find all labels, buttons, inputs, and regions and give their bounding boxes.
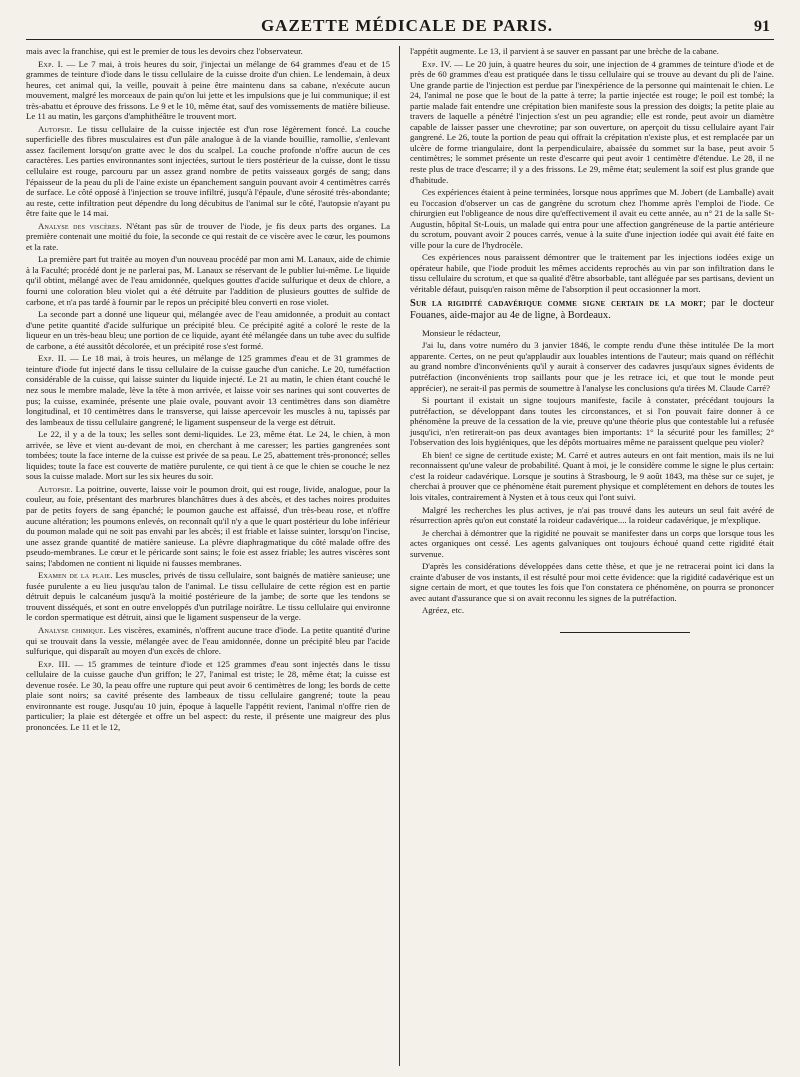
paragraph — [410, 561, 774, 603]
paragraph-text: mais avec la franchise, qui est le premier de tous les devoirs chez l'observateur. — [26, 46, 303, 56]
paragraph-lead: Exp. III. — [38, 658, 71, 669]
paragraph — [26, 46, 390, 57]
paragraph — [410, 605, 774, 616]
paragraph — [26, 659, 390, 733]
paragraph-text: Monsieur le rédacteur, — [421, 327, 501, 338]
paragraph-text: Les viscères, examinés, n'offrent aucune trace d'iode. La petite quantité d'urine qui se trouvait dans la vessie, mélangée avec de l'eau amidonnée, donne un précipité bleu par l'acide sulfurique, qui disparaît au moyen d'un excès de chlore. — [26, 624, 390, 657]
paragraph-text: Je cherchai à démontrer que la rigidité ne pouvait se manifester dans un corps que lorsque tous les actes organiques ont cessé. Les agents galvaniques ont toujours échoué quand cette rigidité était survenue. — [409, 527, 774, 559]
paragraph — [26, 221, 390, 253]
article-title — [410, 298, 774, 323]
paragraph-text: Agréez, etc. — [421, 605, 465, 616]
paragraph-lead: Analyse chimique. — [38, 624, 106, 635]
paragraph-text: La seconde part a donné une liqueur qui, mélangée avec de l'eau amidonnée, a produit au contact d'une petite quantité d'acide sulfurique un précipité bleu. Ce précipité agité a coloré le reste de la liqueur en un très-beau bleu; une portion de ce liquide, ayant été mélangée dans un tube avec du sulfide de carbone, a été aussitôt décolorée, et un précipité rose s'est formé. — [26, 309, 390, 351]
left-column — [26, 46, 399, 1066]
closing-rule — [560, 632, 690, 633]
journal-title: GAZETTE MÉDICALE DE PARIS. — [260, 16, 554, 35]
paragraph-text: N'étant pas sûr de trouver de l'iode, je fis deux parts des organes. La première contenait une moitié du foie, la seconde ce qui restait de ce viscère avec le cœur, les poumons et la rate. — [26, 220, 390, 252]
page-number: 91 — [753, 18, 770, 35]
paragraph-text: l'appétit augmente. Le 13, il parvient à se sauver en passant par une brèche de la cabane. — [409, 46, 719, 56]
page-header — [26, 14, 774, 40]
paragraph — [410, 328, 774, 339]
right-column — [400, 46, 774, 1066]
paragraph — [26, 254, 390, 307]
paragraph — [26, 429, 390, 482]
paragraph-text: D'après les considérations développées dans cette thèse, et que je ne retracerai point ici dans la crainte d'abuser de vos instants, il est résulté pour moi cette évidence: que la rigidité cadavérique est un signe certain de mort, et que toutes les fois que l'on constatera ce phénomène, on pourra se prononcer avec autant d'assurance que si on avait reconnu les signes de la putréfaction. — [409, 561, 774, 603]
paragraph — [26, 484, 390, 568]
paragraph — [410, 252, 774, 294]
paragraph-text: La première part fut traitée au moyen d'un nouveau procédé par mon ami M. Lanaux, aide de chimie à la Faculté; procédé dont je ne parlerai pas, M. Lanaux se réservant de le publier lui-même. Le liquide qu'il obtint, mélangé avec de l'eau amidonnée, quelques gouttes d'acide sulfurique et deux de chlore, a fourni une coloration bleu violet qui a été détruite par l'addition de plusieurs gouttes de sulfide de carbone, et n'a pas tardé à fournir par le repos un précipité bleu converti en rose violet. — [26, 254, 390, 307]
paragraph-lead: Exp. IV. — [421, 58, 452, 69]
paragraph — [26, 124, 390, 219]
paragraph — [410, 395, 774, 448]
paragraph-text: Les muscles, privés de tissu cellulaire, sont baignés de matière sanieuse; une fusée purulente a eu lieu jusqu'au talon de l'animal. Le tissu cellulaire de cette région est en partie détruit depuis le calcanéum jusqu'à la moitié postérieure de la jambe; de sorte que les tendons se trouvent disséqués, et sont en outre enveloppés d'un putrilage noirâtre. Le tissu cellulaire qui environne le cordon spermatique est détruit, ainsi que le ligament suspenseur de la verge. — [26, 570, 390, 623]
paragraph-text: J'ai lu, dans votre numéro du 3 janvier 1846, le compte rendu d'une thèse intitulée De la mort apparente. Certes, on ne peut qu'applaudir aux louables intentions de l'auteur; mais quand on réfléchit au grand nombre d'inconvénients qu'il y aurait à conserver des cadavres jusqu'aux signes évidents de putréfaction (inconvénients trop saillants pour que je les retrace ici, et que tout le monde peut apprécier), ne serait-il pas permis de soumettre à l'analyse les conclusions qu'a tirées M. Claude Carré? — [409, 340, 774, 393]
paragraph — [410, 46, 774, 57]
paragraph — [410, 340, 774, 393]
article-title-main: Sur la rigidité cadavérique comme signe certain de la mort — [409, 297, 704, 309]
paragraph-text: Malgré les recherches les plus actives, je n'ai pas trouvé dans les auteurs un seul fait avéré de résurrection après qu'on eut constaté la roideur cadavérique.... la roideur cadavérique, je m'explique. — [409, 504, 774, 526]
paragraph-lead: Exp. II. — [38, 353, 67, 364]
paragraph — [410, 528, 774, 560]
paragraph-text: — Le 20 juin, à quatre heures du soir, une injection de 4 grammes de teinture d'iode et de près de 60 grammes d'eau est pratiquée dans le tissu cellulaire qui se trouve au devant du pli de l'aine. Une grande partie de l'injection est perdue par l'inexpérience de la personne qui maintenait le chien. Le 24, l'animal ne pose que le bout de la patte à terre; la partie injectée est rouge; le poil est tombé; la partie malade fait entendre une crépitation bien manifeste sous la pression des doigts; la petite plaie au travers de laquelle a pénétré l'injection s'est un peu agrandie; elle est ronde, peut avoir un diamètre capable de laisser passer une chevrotine; par son ouverture, on aperçoit du tissu cellulaire ayant l'air gangrené. Le 26, toute la portion de peau qui offrait la crépitation n'existe plus, et est remplacée par un ulcère de forme triangulaire, dont la perpendiculaire, abaissée du sommet sur la base, peut avoir 5 centimètres; le sommet présente un reste d'escarre qui peut avoir 1 centimètre d'étendue. Le 28, il ne reste plus de trace d'escarre; il y a des frissons. Le 29, même état; seulement la soif est plus grande que d'habitude. — [409, 58, 774, 185]
paragraph-text: La poitrine, ouverte, laisse voir le poumon droit, qui est rouge, livide, analogue, pour la couleur, au foie, présentant des marbrures blanchâtres dues à des abcès, et des taches noires produites par de petits foyers de sang épanché; le poumon gauche est affaissé, d'un très-beau rose, et n'offre aucune altération; les poumons enlevés, on reconnaît qu'il n'y a que le quart postérieur du lobe inférieur du poumon malade qui ne soit pas envahi par les abcès; il est friable et laisse suinter, lorsqu'on l'incise, une assez grande quantité de matière sanieuse. La plèvre diaphragmatique du côté malade offre des pseudo-membranes. Le cœur et le péricarde sont sains; le foie est assez friable; les autres viscères sont sains; l'abdomen ne contient ni liquide ni fausses membranes. — [26, 483, 390, 568]
paragraph-text: — 15 grammes de teinture d'iode et 125 grammes d'eau sont injectés dans le tissu cellulaire de la cuisse gauche d'un griffon; le 27, l'animal est triste; le 28, même état; la cuisse est devenue rosée. Le 30, la peau offre une rupture qui peut avoir 6 centimètres de long; les bords de cette plaie sont noirs; sa cavité présente des lambeaux de tissu cellulaire gangrené; toute la peau environnante est rouge. Jusqu'au 10 juin, époque à laquelle l'appétit revient, l'animal n'offre rien de particulier; la plaie est détergée et offre un bel aspect: du reste, il présente une maigreur des plus prononcées. Le 11 et le 12, — [26, 658, 390, 732]
paragraph-text: Ces expériences nous paraissent démontrer que le traitement par les injections iodées exige un opérateur habile, que l'iode produit les mêmes accidents reprochés au vin par son infiltration dans le tissu cellulaire du scrotum, et que sa qualité d'être absorbable, tant alléguée par ses partisans, devient un véritable défaut, puisqu'en raison même de l'absorption il peut occasionner la mort. — [409, 252, 774, 295]
paragraph — [410, 505, 774, 526]
paragraph — [410, 59, 774, 186]
paragraph-text: — Le 18 mai, à trois heures, un mélange de 125 grammes d'eau et de 31 grammes de teinture d'iode fut injecté dans le tissu cellulaire de la cuisse gauche d'un caniche. Le 20, tuméfaction considérable de la cuisse, qui laisse suinter du liquide injecté. Le 21 au matin, le chien étant couché le nez sous le membre malade, lève la tête à mon arrivée, et laisse voir ses narines qui sont couvertes de pus; la cuisse, examinée, présente une plaie ovale, pouvant avoir 13 centimètres dans son diamètre longitudinal, et 10 centimètres dans le transverse, qui laisse apercevoir les muscles à nu, tapissés par des lambeaux de tissu cellulaire gangrené; le ligament suspenseur de la verge est détruit. — [26, 353, 390, 427]
paragraph-lead: Autopsie. — [38, 123, 73, 134]
paragraph — [410, 187, 774, 250]
paragraph-lead: Examen de la plaie. — [38, 570, 113, 581]
paragraph-text: Si pourtant il existait un signe toujours manifeste, facile à constater, précédant toujours la putréfaction, se développant dans toutes les circonstances, et si l'on pouvait faire donner à ce phénomène la preuve de la cessation de la vie, preuve qu'une théorie plus que contestable lui a refusée jusqu'ici, n'en retirerait-on pas deux avantages bien importants: 1° la sécurité pour les familles; 2° l'observation des lois hygiéniques, que les dépôts mortuaires même ne paraissent quelque peu violer? — [409, 395, 774, 448]
paragraph — [26, 59, 390, 122]
paragraph-lead: Autopsie. — [38, 483, 73, 494]
paragraph — [26, 353, 390, 427]
paragraph-lead: Analyse des viscères. — [38, 220, 122, 231]
paragraph — [26, 625, 390, 657]
text-columns — [26, 46, 774, 1066]
article-byline: ; par le docteur Fouanes, aide-major au 4e de ligne, à Bordeaux. — [409, 297, 774, 322]
paragraph — [26, 309, 390, 351]
paragraph-text: — Le 7 mai, à trois heures du soir, j'injectai un mélange de 64 grammes d'eau et de 15 grammes de teinture d'iode dans le tissu cellulaire de la cuisse droite d'un chien. Le lendemain, à deux heures, cet animal qui, la veille, pouvait à peine être maintenu dans sa cabane, n'exécute aucun mouvement, malgré les morceaux de pain qu'on lui jette et les impulsions que je lui communique; il est très-abattu et éprouve des frissons. Le 9 et le 10, même état, sauf des vomissements de matière bilieuse. Le 11 au matin, les garçons d'amphithéâtre le trouvent mort. — [26, 58, 390, 122]
paragraph-text: Ces expériences étaient à peine terminées, lorsque nous apprîmes que M. Jobert (de Lamballe) avait eu l'occasion d'observer un cas de gangrène du scrotum chez l'homme après l'emploi de l'iode. Ce chirurgien eut l'obligeance de nous dire qu'effectivement il avait eu cette année, au n° 21 de la salle St-Augustin, hôpital St-Louis, un malade qui entra pour une affection gangréneuse de la partie antérieure du scrotum, pouvant avoir 2 pouces carrés, venue à la suite d'une injection iodée qui avait été faite en ville pour la cure de l'hydrocèle. — [409, 187, 774, 250]
paragraph-text: Le 22, il y a de la toux; les selles sont demi-liquides. Le 23, même état. Le 24, le chien, à mon arrivée, se lève et vient au-devant de moi, en cherchant à me caresser; les parties gangrenées sont tombées; toute la face interne de la cuisse est privée de sa peau. Le 25, abattement très-prononcé; selles liquides; toute la face est couverte de matière purulente, ce qui tient à ce que le chien se couche le nez sous la cuisse malade. Mort sur les six heures du soir. — [26, 429, 390, 482]
paragraph-text: Le tissu cellulaire de la cuisse injectée est d'un rose légèrement foncé. La couche superficielle des fibres musculaires est d'un pâle analogue à de la viande bouillie, ramollie, s'enlevant assez facilement lorsqu'on gratte avec le dos du scalpel. La couche profonde n'offre aucun de ces caractères. Les parties environnantes sont injectées, surtout le tiers postérieur de la cuisse, dont le tissu cellulaire est rouge, parcouru par un assez grand nombre de petits vaisseaux gorgés de sang; dans l'épaisseur de la peau du pli de l'aine existe un épanchement sanguin pouvant avoir 4 centimètres carrés de surface. Le côté opposé à l'injection se trouve infiltré, jusqu'à l'épaule, d'une sérosité très-abondante; au reste, cette infiltration peut dépendre du long décubitus de l'animal sur le côté, l'autopsie n'ayant pu être faite que le 14 mai. — [26, 123, 390, 219]
paragraph-text: Eh bien! ce signe de certitude existe; M. Carré et autres auteurs en ont fait mention, mais ils ne lui reconnaissent qu'une valeur de probabilité. Quant à moi, je le considère comme le signe le plus certain: c'est la roideur cadavérique. Lorsque je soutins à Strasbourg, le 9 août 1843, ma thèse sur ce sujet, je cherchai à prouver que ce phénomène était purement physique et complétement en dehors de toutes les lois vitales, contrairement à Nysten et à tous ceux qui l'ont suivi. — [409, 449, 774, 502]
paragraph — [410, 450, 774, 503]
paragraph-lead: Exp. I. — [38, 58, 64, 69]
paragraph — [26, 570, 390, 623]
